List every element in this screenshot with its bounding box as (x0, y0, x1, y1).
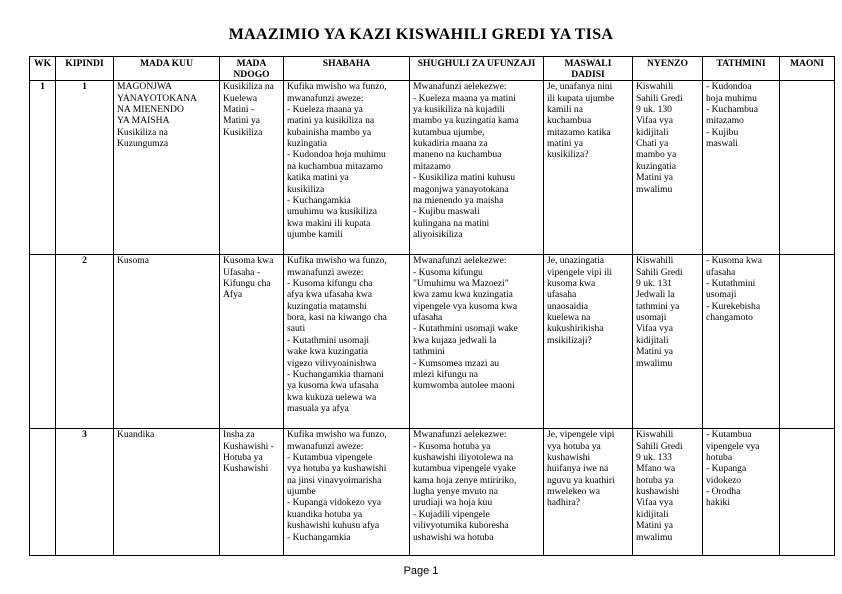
cell-text-line: kwa kujaza jedwali la (413, 334, 497, 346)
cell-mada-ndogo (220, 429, 284, 556)
cell-text-line: kusikiliza (287, 183, 325, 195)
cell-text-line: ufasaha (706, 266, 736, 278)
cell-text-line: "Umuhimu wa Mazoezi" (413, 278, 509, 290)
cell-text-line: kushawishi iliyotolewa na (413, 452, 514, 464)
cell-maoni (780, 255, 835, 429)
cell-text-line: - Kusoma kwa (706, 255, 762, 267)
header-nyenzo: NYENZO (633, 57, 703, 81)
header-shughuli: SHUGHULI ZA UFUNZAJI (410, 57, 544, 81)
cell-text-line: ushawishi wa hotuba (413, 531, 494, 543)
cell-text-line: Kuzungumza (117, 138, 169, 150)
cell-text-line: - Kusoma kifungu (413, 266, 483, 278)
cell-text-line: matini ya (547, 138, 583, 150)
cell-text-line: Kuandika (117, 429, 155, 441)
cell-maswali (544, 255, 633, 429)
cell-text-line: Mwanafunzi aelekezwe: (413, 81, 507, 93)
cell-text-line: lugha yenye mvuto na (413, 486, 498, 498)
cell-text-line: - Orodha (706, 486, 741, 498)
cell-text-line: Ufasaha - (223, 266, 261, 278)
cell-text-line: Matini ya (636, 172, 674, 184)
cell-text-line: Kushawishi (223, 463, 269, 475)
cell-text-line: Kusikiliza (223, 126, 263, 138)
cell-text-line: usomaji (636, 312, 667, 324)
cell-text-line: Matini ya (636, 520, 674, 532)
cell-text-line: mitazamo katika (547, 126, 611, 138)
cell-text-line: Vifaa vya (636, 497, 673, 509)
cell-tathmini (703, 81, 780, 255)
cell-maswali (544, 429, 633, 556)
cell-text-line: - Kudondoa hoja muhimu (287, 149, 386, 161)
header-mada-ndogo: MADA NDOGO (220, 57, 284, 81)
cell-wk (30, 429, 56, 556)
cell-text-line: kwa makini ili kupata (287, 217, 371, 229)
cell-text-line: - Kupanga (706, 463, 747, 475)
table-row (30, 81, 835, 255)
cell-shabaha (284, 429, 410, 556)
cell-text-line: matini ya kusikiliza na (287, 115, 375, 127)
cell-text-line: na kuchambua mitazamo (287, 160, 383, 172)
cell-text-line: unaosaidia (547, 300, 589, 312)
cell-text-line: sauti (287, 323, 306, 335)
cell-text-line: Kifungu cha (223, 278, 271, 290)
cell-text-line: maswali (706, 138, 738, 150)
cell-text-line: Mfano wa (636, 463, 676, 475)
cell-text-line: hakiki (706, 497, 730, 509)
cell-text-line: kutambua vipengele vyake (413, 463, 516, 475)
header-maswali: MASWALI DADISI (544, 57, 633, 81)
cell-text-line: Jedwali la (636, 289, 675, 301)
scheme-of-work-table (29, 56, 835, 556)
cell-text-line: - Kusoma hotuba ya (413, 440, 491, 452)
cell-text-line: vipengele vya (706, 440, 760, 452)
cell-text-line: - Kuchambua (706, 104, 758, 116)
cell-text-line: - Kutathmini usomaji (287, 334, 370, 346)
cell-text-line: kusikiliza? (547, 149, 589, 161)
cell-text-line: hadhira? (547, 497, 581, 509)
cell-kipindi: 3 (56, 429, 114, 556)
cell-text-line: ufasaha (547, 289, 577, 301)
cell-text-line: urudiaji wa hoja kuu (413, 497, 493, 509)
page-number: Page 1 (403, 565, 439, 577)
cell-text-line: Je, unafanya nini (547, 81, 613, 93)
cell-text-line: ujumbe (287, 486, 316, 498)
cell-tathmini (703, 255, 780, 429)
cell-text-line: kuzingatia matamshi (287, 300, 367, 312)
cell-text-line: mitazamo (413, 160, 451, 172)
cell-text-line: Sahili Gredi (636, 92, 683, 104)
cell-text-line: - Kurekebisha (706, 300, 761, 312)
cell-text-line: 9 uk. 133 (636, 452, 672, 464)
cell-text-line: bora, kasi na kiwango cha (287, 312, 387, 324)
cell-text-line: mwalimu (636, 531, 673, 543)
cell-text-line: ili kupata ujumbe (547, 92, 615, 104)
cell-text-line: changamoto (706, 312, 753, 324)
cell-text-line: ya kusoma kwa ufasaha (287, 380, 379, 392)
cell-text-line: mwalimu (636, 183, 673, 195)
cell-text-line: Sahili Gredi (636, 440, 683, 452)
cell-text-line: 9 uk. 131 (636, 278, 672, 290)
cell-text-line: - Kujibu (706, 126, 739, 138)
cell-text-line: - Kueleza maana ya (287, 104, 363, 116)
cell-text-line: vipengele vipi ili (547, 266, 613, 278)
cell-text-line: - Kumsomea mzazi au (413, 357, 500, 369)
cell-text-line: maneno na kuchambua (413, 149, 502, 161)
cell-text-line: Kiswahili (636, 255, 674, 267)
cell-text-line: ya kusikiliza na kujadili (413, 104, 505, 116)
cell-maoni (780, 81, 835, 255)
header-tathmini: TATHMINI (703, 57, 780, 81)
cell-text-line: Kusikiliza na (223, 81, 274, 93)
cell-text-line: Kufika mwisho wa funzo, (287, 255, 387, 267)
cell-text-line: kamili na (547, 104, 583, 116)
cell-text-line: kuelewa na (547, 312, 591, 324)
cell-text-line: Kufika mwisho wa funzo, (287, 429, 387, 441)
cell-text-line: kushawishi (547, 452, 591, 464)
cell-text-line: - Kutambua vipengele (287, 452, 373, 464)
cell-text-line: nguvu ya kuathiri (547, 474, 615, 486)
cell-text-line: Vifaa vya (636, 323, 673, 335)
cell-text-line: na mienendo ya maisha (413, 194, 504, 206)
cell-text-line: kukushirikisha (547, 323, 604, 335)
cell-text-line: hotuba (706, 452, 733, 464)
cell-text-line: kuandika hotuba ya (287, 508, 363, 520)
cell-text-line: - Kutathmini (706, 278, 756, 290)
cell-shabaha (284, 81, 410, 255)
cell-wk: 1 (30, 81, 56, 255)
cell-text-line: vidokezo (706, 474, 742, 486)
cell-text-line: - Kuchangamkia thamani (287, 368, 384, 380)
cell-text-line: magonjwa yanayotokana (413, 183, 509, 195)
cell-text-line: - Kutambua (706, 429, 752, 441)
cell-text-line: Vifaa vya (636, 115, 673, 127)
cell-text-line: Matini - (223, 104, 255, 116)
cell-text-line: kushawishi kuhusu afya (287, 520, 380, 532)
cell-text-line: tathmini ya (636, 300, 680, 312)
cell-text-line: vipengele vya kusoma kwa (413, 300, 518, 312)
cell-text-line: - Kusoma kifungu cha (287, 278, 373, 290)
cell-text-line: vilivyotumika kuboresha (413, 520, 509, 532)
cell-text-line: Hotuba ya (223, 452, 263, 464)
cell-text-line: Kiswahili (636, 429, 674, 441)
cell-text-line: Kiswahili (636, 81, 674, 93)
cell-text-line: - Kutathmini usomaji wake (413, 323, 518, 335)
cell-text-line: Kusikiliza na (117, 126, 168, 138)
cell-text-line: Sahili Gredi (636, 266, 683, 278)
cell-text-line: YA MAISHA (117, 115, 170, 127)
cell-text-line: - Kujadili vipengele (413, 508, 490, 520)
cell-text-line: kama hoja zenye mtiririko, (413, 474, 517, 486)
cell-text-line: mambo ya (636, 149, 677, 161)
cell-text-line: kumwomba autolee maoni (413, 380, 515, 392)
header-mada-kuu: MADA KUU (114, 57, 220, 81)
cell-text-line: umuhimu wa kusikiliza (287, 206, 378, 218)
table-body (30, 81, 835, 556)
cell-text-line: msikilizaji? (547, 334, 592, 346)
header-shabaha: SHABAHA (284, 57, 410, 81)
cell-mada-kuu (114, 81, 220, 255)
cell-text-line: Mwanafunzi aelekezwe: (413, 429, 507, 441)
cell-text-line: wake kwa kuzingatia (287, 346, 368, 358)
cell-text-line: Mwanafunzi aelekezwe: (413, 255, 507, 267)
cell-text-line: ujumbe kamili (287, 228, 343, 240)
cell-maswali (544, 81, 633, 255)
cell-mada-ndogo (220, 81, 284, 255)
cell-text-line: masuala ya afya (287, 402, 349, 414)
header-kipindi: KIPINDI (56, 57, 114, 81)
cell-nyenzo (633, 81, 703, 255)
cell-text-line: kusoma kwa (547, 278, 596, 290)
cell-kipindi: 1 (56, 81, 114, 255)
cell-text-line: kuchambua (547, 115, 592, 127)
cell-text-line: afya kwa ufasaha kwa (287, 289, 372, 301)
cell-text-line: Kuelewa (223, 92, 258, 104)
cell-text-line: mwanafunzi aweze: (287, 92, 364, 104)
cell-text-line: kukadiria maana za (413, 138, 488, 150)
cell-text-line: - Kudondoa (706, 81, 752, 93)
cell-text-line: - Kusikiliza matini kuhusu (413, 172, 516, 184)
cell-text-line: - Kupanga vidokezo vya (287, 497, 382, 509)
cell-text-line: mlezi kifungu na (413, 368, 479, 380)
cell-text-line: 9 uk. 130 (636, 104, 672, 116)
cell-text-line: vya hotuba ya (547, 440, 601, 452)
cell-text-line: Chati ya (636, 138, 669, 150)
cell-mada-kuu (114, 429, 220, 556)
cell-text-line: ufasaha (413, 312, 443, 324)
cell-shabaha (284, 255, 410, 429)
cell-text-line: vigezo vilivyoainishwa (287, 357, 377, 369)
document-title: MAAZIMIO YA KAZI KISWAHILI GREDI YA TISA (228, 26, 614, 43)
cell-text-line: YANAYOTOKANA (117, 92, 197, 104)
cell-text-line: kubainisha mambo ya (287, 126, 372, 138)
cell-text-line: Kushawishi - (223, 440, 274, 452)
cell-text-line: kidijitali (636, 334, 669, 346)
cell-text-line: - Kujibu maswali (413, 206, 480, 218)
cell-shughuli (410, 81, 544, 255)
cell-text-line: MAGONJWA (117, 81, 172, 93)
cell-text-line: vya hotuba ya kushawishi (287, 463, 387, 475)
cell-text-line: - Kuchangamkia (287, 531, 351, 543)
cell-text-line: mwelekeo wa (547, 486, 601, 498)
cell-text-line: Kusoma (117, 255, 149, 267)
cell-text-line: mwanafunzi aweze: (287, 440, 364, 452)
cell-text-line: Matini ya (223, 115, 261, 127)
cell-mada-ndogo (220, 255, 284, 429)
table-row (30, 255, 835, 429)
cell-text-line: - Kuchangamkia (287, 194, 351, 206)
cell-text-line: Kufika mwisho wa funzo, (287, 81, 387, 93)
cell-text-line: kuzingatia (287, 138, 327, 150)
cell-text-line: usomaji (706, 289, 737, 301)
table-row (30, 429, 835, 556)
cell-text-line: kuzingatia (636, 160, 676, 172)
cell-text-line: Je, vipengele vipi (547, 429, 615, 441)
cell-text-line: NA MIENENDO (117, 104, 184, 116)
cell-text-line: mambo ya kuzingatia kama (413, 115, 519, 127)
cell-text-line: na jinsi vinavyoimarisha (287, 474, 382, 486)
cell-text-line: kwa kukuza uelewa wa (287, 391, 377, 403)
cell-text-line: mwalimu (636, 357, 673, 369)
cell-shughuli (410, 255, 544, 429)
header-maoni: MAONI (780, 57, 835, 81)
cell-text-line: huifanya iwe na (547, 463, 609, 475)
cell-maoni (780, 429, 835, 556)
cell-text-line: kwa zamu kwa kuzingatia (413, 289, 513, 301)
cell-shughuli (410, 429, 544, 556)
cell-text-line: mwanafunzi aweze: (287, 266, 364, 278)
cell-kipindi: 2 (56, 255, 114, 429)
cell-text-line: Afya (223, 289, 243, 301)
cell-text-line: Matini ya (636, 346, 674, 358)
cell-text-line: hoja muhimu (706, 92, 757, 104)
cell-nyenzo (633, 429, 703, 556)
cell-text-line: - Kueleza maana ya matini (413, 92, 516, 104)
cell-text-line: kulingana na matini (413, 217, 490, 229)
cell-text-line: Kusoma kwa (223, 255, 274, 267)
cell-nyenzo (633, 255, 703, 429)
header-row (30, 57, 835, 81)
cell-wk (30, 255, 56, 429)
cell-tathmini (703, 429, 780, 556)
cell-text-line: Je, unazingatia (547, 255, 605, 267)
cell-text-line: kushawishi (636, 486, 680, 498)
cell-text-line: Insha za (223, 429, 255, 441)
cell-text-line: katika matini ya (287, 172, 349, 184)
cell-text-line: hotuba ya (636, 474, 674, 486)
header-wk: WK (30, 57, 56, 81)
cell-text-line: kidijitali (636, 126, 669, 138)
cell-text-line: aliyoisikiliza (413, 228, 463, 240)
cell-text-line: tathmini (413, 346, 445, 358)
cell-text-line: kidijitali (636, 508, 669, 520)
cell-mada-kuu (114, 255, 220, 429)
cell-text-line: kutambua ujumbe, (413, 126, 485, 138)
cell-text-line: mitazamo (706, 115, 744, 127)
